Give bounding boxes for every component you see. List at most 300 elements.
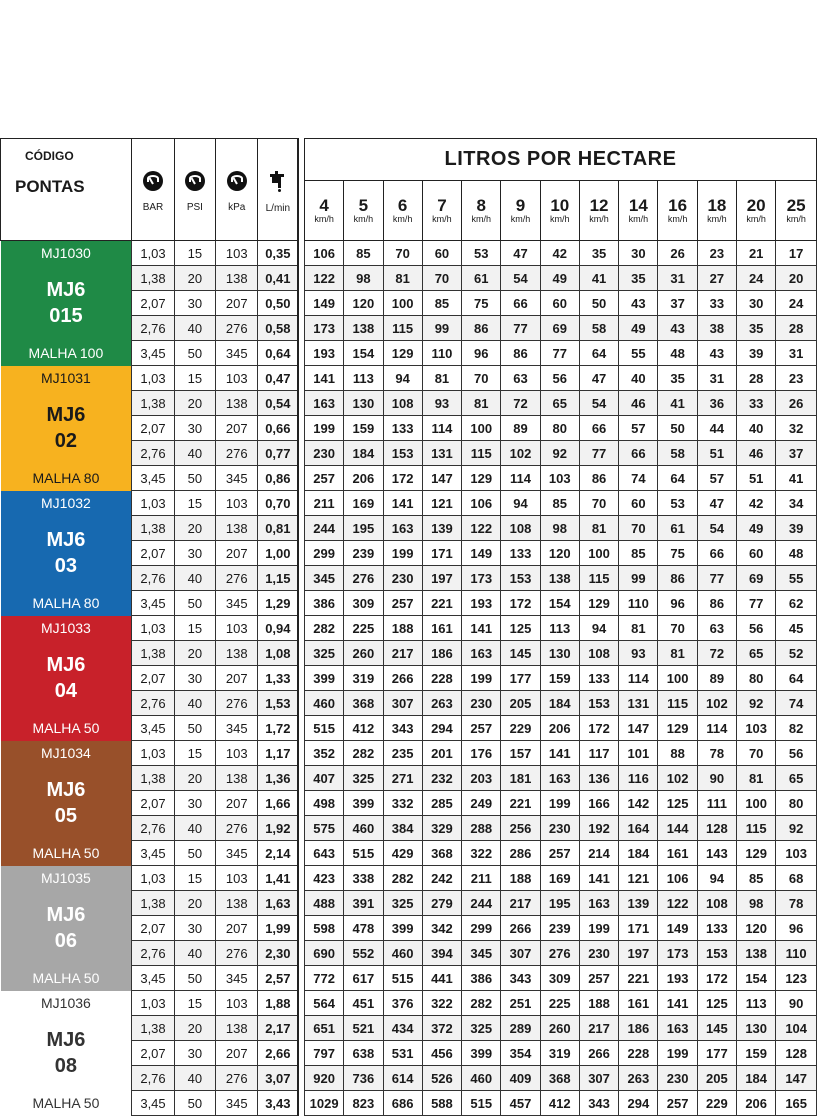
litros-value: 325	[462, 1016, 501, 1041]
mesh-label: MALHA 100	[1, 341, 132, 366]
litros-value: 165	[776, 1091, 817, 1116]
litros-value: 173	[304, 316, 343, 341]
litros-value: 77	[737, 591, 776, 616]
table-row	[1, 891, 817, 916]
nozzle-model-name: MJ6	[46, 904, 86, 926]
litros-value: 141	[383, 491, 422, 516]
litros-value: 429	[383, 841, 422, 866]
litros-value: 164	[619, 816, 658, 841]
table-row	[1, 366, 817, 391]
litros-value: 51	[737, 466, 776, 491]
litros-value: 286	[501, 841, 540, 866]
litros-value: 192	[579, 816, 618, 841]
lmin-value: 1,92	[258, 816, 298, 841]
litros-value: 617	[344, 966, 383, 991]
litros-value: 294	[619, 1091, 658, 1116]
litros-value: 157	[501, 741, 540, 766]
table-row	[1, 716, 817, 741]
litros-value: 423	[304, 866, 343, 891]
litros-value: 47	[501, 241, 540, 266]
litros-value: 81	[658, 641, 697, 666]
litros-value: 920	[304, 1066, 343, 1091]
lmin-value: 3,43	[258, 1091, 298, 1116]
litros-value: 368	[540, 1066, 579, 1091]
litros-value: 228	[619, 1041, 658, 1066]
litros-value: 24	[737, 266, 776, 291]
litros-value: 345	[462, 941, 501, 966]
litros-value: 24	[776, 291, 817, 316]
litros-value: 690	[304, 941, 343, 966]
litros-value: 141	[304, 366, 343, 391]
nozzle-model-name: MJ6	[46, 779, 86, 801]
litros-value: 299	[304, 541, 343, 566]
table-row	[1, 1091, 817, 1116]
psi-value: 30	[174, 291, 215, 316]
bar-value: 3,45	[132, 341, 174, 366]
lmin-value: 1,36	[258, 766, 298, 791]
bar-value: 2,76	[132, 1066, 174, 1091]
lmin-value: 1,33	[258, 666, 298, 691]
litros-value: 41	[579, 266, 618, 291]
kpa-value: 276	[216, 1066, 258, 1091]
lmin-value: 1,88	[258, 991, 298, 1016]
litros-value: 376	[383, 991, 422, 1016]
litros-value: 31	[658, 266, 697, 291]
litros-value: 230	[658, 1066, 697, 1091]
speed-value: 25	[786, 196, 806, 215]
litros-value: 197	[619, 941, 658, 966]
psi-value: 40	[174, 816, 215, 841]
litros-value: 199	[383, 541, 422, 566]
kpa-value: 103	[216, 616, 258, 641]
litros-value: 46	[737, 441, 776, 466]
table-row	[1, 1016, 817, 1041]
nozzle-model-name: MJ6	[46, 529, 86, 551]
nozzle-model-size: 08	[54, 1055, 78, 1077]
litros-value: 64	[579, 341, 618, 366]
litros-value: 197	[422, 566, 461, 591]
litros-value: 69	[737, 566, 776, 591]
litros-value: 154	[540, 591, 579, 616]
litros-value: 48	[776, 541, 817, 566]
litros-por-hectare-title: LITROS POR HECTARE	[304, 139, 816, 181]
tap-icon	[267, 170, 289, 192]
speed-unit: km/h	[392, 214, 413, 224]
litros-value: 133	[697, 916, 736, 941]
litros-value: 110	[619, 591, 658, 616]
bar-value: 2,76	[132, 441, 174, 466]
litros-value: 23	[697, 241, 736, 266]
bar-value: 3,45	[132, 466, 174, 491]
litros-value: 86	[658, 566, 697, 591]
litros-value: 129	[383, 341, 422, 366]
litros-value: 457	[501, 1091, 540, 1116]
psi-value: 15	[174, 366, 215, 391]
litros-value: 386	[304, 591, 343, 616]
litros-value: 309	[344, 591, 383, 616]
litros-value: 128	[776, 1041, 817, 1066]
litros-value: 399	[383, 916, 422, 941]
kpa-value: 345	[216, 841, 258, 866]
lmin-value: 0,81	[258, 516, 298, 541]
litros-value: 62	[776, 591, 817, 616]
mesh-label: MALHA 50	[1, 1091, 132, 1116]
litros-value: 65	[776, 766, 817, 791]
litros-value: 121	[619, 866, 658, 891]
litros-value: 193	[304, 341, 343, 366]
litros-value: 30	[737, 291, 776, 316]
litros-value: 266	[579, 1041, 618, 1066]
litros-value: 133	[579, 666, 618, 691]
litros-value: 154	[344, 341, 383, 366]
litros-value: 345	[304, 566, 343, 591]
litros-value: 75	[658, 541, 697, 566]
litros-value: 441	[422, 966, 461, 991]
psi-value: 40	[174, 1066, 215, 1091]
litros-value: 50	[579, 291, 618, 316]
litros-value: 100	[658, 666, 697, 691]
litros-value: 149	[658, 916, 697, 941]
kpa-value: 207	[216, 916, 258, 941]
lmin-value: 0,66	[258, 416, 298, 441]
litros-value: 343	[579, 1091, 618, 1116]
mesh-label: MALHA 80	[1, 591, 132, 616]
litros-value: 32	[776, 416, 817, 441]
litros-value: 588	[422, 1091, 461, 1116]
nozzle-model-size: 02	[54, 430, 78, 452]
litros-value: 257	[462, 716, 501, 741]
litros-value: 143	[697, 841, 736, 866]
lmin-value: 1,53	[258, 691, 298, 716]
speed-header	[619, 181, 658, 241]
speed-header	[501, 181, 540, 241]
litros-value: 42	[540, 241, 579, 266]
speed-value: 9	[515, 196, 526, 215]
lmin-value: 2,17	[258, 1016, 298, 1041]
litros-value: 159	[737, 1041, 776, 1066]
litros-value: 172	[383, 466, 422, 491]
nozzle-model	[1, 1016, 132, 1091]
psi-value: 40	[174, 941, 215, 966]
litros-value: 184	[619, 841, 658, 866]
psi-value: 20	[174, 891, 215, 916]
litros-value: 163	[658, 1016, 697, 1041]
bar-value: 1,38	[132, 266, 174, 291]
kpa-value: 345	[216, 341, 258, 366]
litros-value: 195	[540, 891, 579, 916]
speed-unit: km/h	[746, 214, 766, 224]
table-row	[1, 516, 817, 541]
speed-unit: km/h	[550, 214, 570, 224]
litros-value: 58	[658, 441, 697, 466]
mesh-label: MALHA 50	[1, 716, 132, 741]
litros-value: 47	[579, 366, 618, 391]
psi-value: 15	[174, 741, 215, 766]
bar-value: 2,07	[132, 541, 174, 566]
litros-value: 81	[579, 516, 618, 541]
header-pontas: PONTAS	[15, 177, 85, 196]
litros-value: 31	[697, 366, 736, 391]
litros-value: 122	[304, 266, 343, 291]
bar-value: 2,07	[132, 791, 174, 816]
kpa-value: 345	[216, 1091, 258, 1116]
litros-value: 96	[776, 916, 817, 941]
litros-value: 81	[422, 366, 461, 391]
litros-value: 352	[304, 741, 343, 766]
litros-value: 115	[462, 441, 501, 466]
nozzle-model-name: MJ6	[46, 404, 86, 426]
psi-value: 20	[174, 1016, 215, 1041]
header-lmin	[258, 139, 298, 241]
litros-value: 98	[540, 516, 579, 541]
litros-value: 488	[304, 891, 343, 916]
kpa-value: 345	[216, 966, 258, 991]
litros-value: 225	[344, 616, 383, 641]
lmin-value: 0,41	[258, 266, 298, 291]
litros-value: 343	[383, 716, 422, 741]
litros-value: 20	[776, 266, 817, 291]
litros-value: 45	[776, 616, 817, 641]
kpa-value: 276	[216, 316, 258, 341]
litros-value: 498	[304, 791, 343, 816]
litros-value: 451	[344, 991, 383, 1016]
litros-value: 92	[540, 441, 579, 466]
litros-value: 68	[776, 866, 817, 891]
litros-value: 37	[658, 291, 697, 316]
litros-value: 103	[776, 841, 817, 866]
litros-value: 81	[737, 766, 776, 791]
litros-value: 99	[422, 316, 461, 341]
litros-value: 199	[462, 666, 501, 691]
kpa-value: 276	[216, 441, 258, 466]
litros-value: 86	[462, 316, 501, 341]
lmin-value: 0,35	[258, 241, 298, 266]
litros-value: 325	[304, 641, 343, 666]
litros-value: 184	[737, 1066, 776, 1091]
litros-value: 121	[422, 491, 461, 516]
litros-value: 99	[619, 566, 658, 591]
nozzle-model	[1, 516, 132, 591]
bar-value: 1,03	[132, 741, 174, 766]
bar-value: 1,38	[132, 641, 174, 666]
litros-value: 285	[422, 791, 461, 816]
litros-value: 686	[383, 1091, 422, 1116]
litros-value: 288	[462, 816, 501, 841]
litros-value: 166	[579, 791, 618, 816]
gauge-icon	[227, 171, 247, 191]
litros-value: 230	[462, 691, 501, 716]
litros-value: 129	[737, 841, 776, 866]
litros-por-hectare-table	[0, 138, 817, 1116]
litros-value: 81	[462, 391, 501, 416]
litros-value: 77	[501, 316, 540, 341]
litros-value: 85	[619, 541, 658, 566]
kpa-value: 345	[216, 716, 258, 741]
litros-value: 147	[619, 716, 658, 741]
nozzle-model	[1, 766, 132, 841]
litros-value: 102	[697, 691, 736, 716]
litros-value: 188	[501, 866, 540, 891]
lmin-value: 0,47	[258, 366, 298, 391]
litros-value: 249	[462, 791, 501, 816]
litros-value: 125	[697, 991, 736, 1016]
litros-value: 55	[776, 566, 817, 591]
litros-value: 117	[579, 741, 618, 766]
psi-value: 30	[174, 916, 215, 941]
litros-value: 145	[501, 641, 540, 666]
litros-value: 86	[579, 466, 618, 491]
litros-value: 55	[619, 341, 658, 366]
lmin-value: 1,08	[258, 641, 298, 666]
header-codigo-pontas	[1, 139, 132, 241]
bar-value: 2,76	[132, 316, 174, 341]
litros-value: 115	[737, 816, 776, 841]
litros-value: 154	[737, 966, 776, 991]
litros-value: 106	[658, 866, 697, 891]
bar-value: 2,07	[132, 416, 174, 441]
litros-value: 100	[383, 291, 422, 316]
litros-value: 643	[304, 841, 343, 866]
speed-header	[304, 181, 343, 241]
litros-value: 260	[540, 1016, 579, 1041]
lmin-value: 2,57	[258, 966, 298, 991]
litros-value: 70	[737, 741, 776, 766]
litros-value: 434	[383, 1016, 422, 1041]
litros-value: 638	[344, 1041, 383, 1066]
speed-unit: km/h	[589, 214, 609, 224]
litros-value: 94	[579, 616, 618, 641]
nozzle-model-name: MJ6	[46, 654, 86, 676]
litros-value: 171	[619, 916, 658, 941]
litros-value: 70	[462, 366, 501, 391]
litros-value: 206	[540, 716, 579, 741]
bar-value: 1,38	[132, 516, 174, 541]
litros-value: 78	[776, 891, 817, 916]
litros-value: 104	[776, 1016, 817, 1041]
litros-value: 230	[579, 941, 618, 966]
litros-value: 81	[383, 266, 422, 291]
litros-value: 57	[619, 416, 658, 441]
litros-value: 94	[697, 866, 736, 891]
psi-value: 30	[174, 666, 215, 691]
litros-value: 205	[501, 691, 540, 716]
bar-value: 2,07	[132, 291, 174, 316]
litros-value: 188	[383, 616, 422, 641]
litros-value: 114	[697, 716, 736, 741]
litros-value: 54	[697, 516, 736, 541]
litros-value: 521	[344, 1016, 383, 1041]
litros-value: 65	[737, 641, 776, 666]
speed-unit: km/h	[432, 214, 452, 224]
bar-value: 1,03	[132, 491, 174, 516]
bar-value: 2,07	[132, 666, 174, 691]
litros-value: 172	[697, 966, 736, 991]
lmin-value: 0,54	[258, 391, 298, 416]
psi-value: 20	[174, 391, 215, 416]
litros-value: 319	[344, 666, 383, 691]
litros-value: 260	[344, 641, 383, 666]
table-row	[1, 591, 817, 616]
kpa-value: 138	[216, 766, 258, 791]
litros-value: 26	[658, 241, 697, 266]
bar-value: 2,07	[132, 916, 174, 941]
table-row	[1, 341, 817, 366]
litros-value: 60	[422, 241, 461, 266]
kpa-value: 138	[216, 1016, 258, 1041]
litros-value: 614	[383, 1066, 422, 1091]
litros-value: 60	[619, 491, 658, 516]
litros-value: 120	[540, 541, 579, 566]
litros-value: 80	[737, 666, 776, 691]
litros-value: 214	[579, 841, 618, 866]
litros-value: 53	[462, 241, 501, 266]
litros-value: 128	[697, 816, 736, 841]
litros-value: 133	[383, 416, 422, 441]
kpa-value: 138	[216, 391, 258, 416]
psi-value: 50	[174, 966, 215, 991]
psi-value: 15	[174, 491, 215, 516]
litros-value: 86	[501, 341, 540, 366]
litros-value: 94	[383, 366, 422, 391]
litros-value: 279	[422, 891, 461, 916]
litros-value: 299	[462, 916, 501, 941]
nozzle-code: MJ1030	[1, 241, 132, 266]
psi-value: 15	[174, 866, 215, 891]
litros-value: 354	[501, 1041, 540, 1066]
litros-value: 100	[462, 416, 501, 441]
litros-value: 386	[462, 966, 501, 991]
litros-value: 38	[697, 316, 736, 341]
lmin-value: 1,99	[258, 916, 298, 941]
litros-value: 61	[462, 266, 501, 291]
litros-value: 94	[501, 491, 540, 516]
litros-value: 96	[658, 591, 697, 616]
litros-value: 169	[540, 866, 579, 891]
litros-value: 391	[344, 891, 383, 916]
litros-value: 131	[619, 691, 658, 716]
speed-header	[540, 181, 579, 241]
psi-value: 30	[174, 541, 215, 566]
litros-value: 53	[658, 491, 697, 516]
litros-value: 96	[462, 341, 501, 366]
litros-value: 242	[422, 866, 461, 891]
nozzle-model	[1, 391, 132, 466]
psi-value: 20	[174, 641, 215, 666]
litros-value: 58	[579, 316, 618, 341]
litros-value: 129	[579, 591, 618, 616]
litros-value: 460	[304, 691, 343, 716]
litros-value: 138	[737, 941, 776, 966]
nozzle-code: MJ1035	[1, 866, 132, 891]
litros-value: 193	[658, 966, 697, 991]
litros-value: 515	[462, 1091, 501, 1116]
psi-value: 30	[174, 416, 215, 441]
litros-value: 177	[501, 666, 540, 691]
lmin-value: 1,15	[258, 566, 298, 591]
litros-value: 184	[344, 441, 383, 466]
lmin-value: 3,07	[258, 1066, 298, 1091]
litros-value: 460	[383, 941, 422, 966]
speed-unit: km/h	[510, 214, 531, 224]
litros-value: 149	[462, 541, 501, 566]
litros-value: 21	[737, 241, 776, 266]
litros-value: 141	[462, 616, 501, 641]
litros-value: 81	[619, 616, 658, 641]
litros-value: 206	[737, 1091, 776, 1116]
speed-header	[697, 181, 736, 241]
litros-value: 70	[658, 616, 697, 641]
litros-value: 37	[776, 441, 817, 466]
